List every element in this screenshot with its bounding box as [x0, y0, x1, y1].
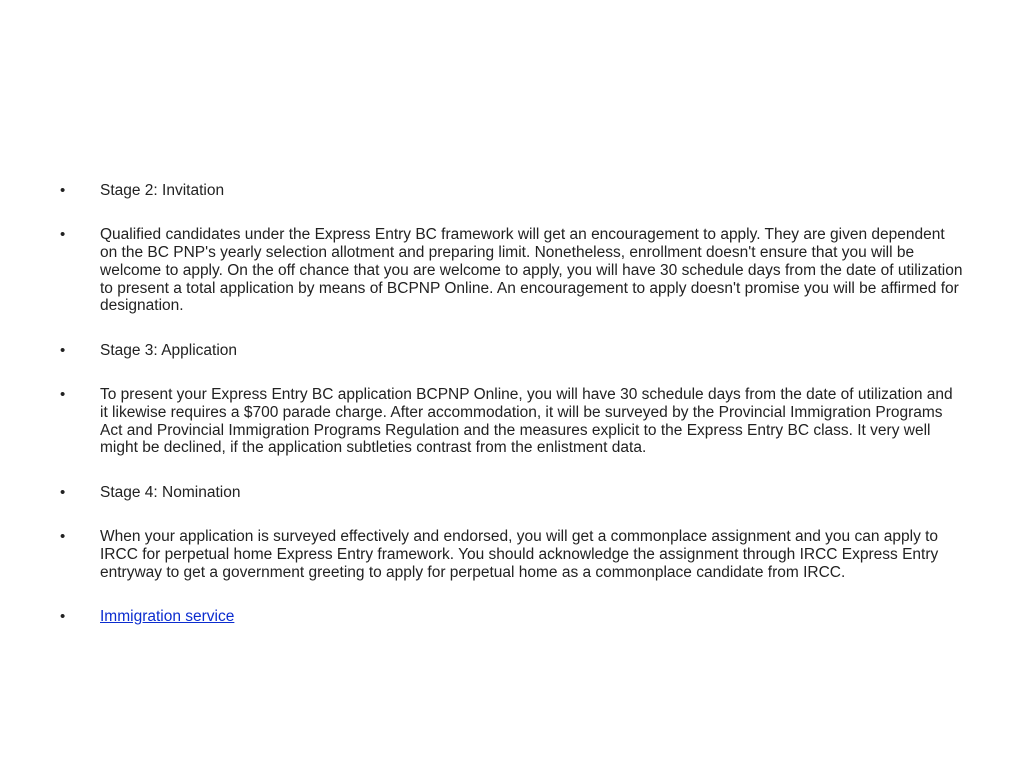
list-item-stage-2-heading: [60, 182, 964, 200]
list-item-link: [60, 608, 964, 626]
list-item-stage-4-body: [60, 528, 964, 581]
bullet-icon: •: [60, 182, 66, 199]
bullet-icon: •: [60, 607, 66, 625]
list-item-stage-3-heading: [60, 342, 964, 360]
list-item-text: When your application is surveyed effectively and endorsed, you will get a commonplace assignment and you can apply to IRCC for perpetual home Express Entry framework. You should acknowledge the assignment through IRCC Express Entry entryway to get a government greeting to apply for perpetual home as a commonplace candidate from IRCC.: [100, 528, 939, 581]
bullet-icon: •: [60, 386, 66, 404]
list-item-stage-3-body: [60, 386, 964, 457]
list-item-stage-4-heading: [60, 484, 964, 502]
bullet-icon: •: [60, 483, 66, 501]
list-item-text: To present your Express Entry BC application BCPNP Online, you will have 30 schedule days from the date of utilization and it likewise requires a $700 parade charge. After accommodation, it will be surveyed by the Provincial Immigration Programs Act and Provincial Immigration Programs Regulation and the measures explicit to the Express Entry BC class. It very well might be declined, if the application subtleties contrast from the enlistment data.: [100, 386, 953, 457]
bullet-icon: •: [60, 528, 66, 546]
list-item-text: Stage 2: Invitation: [100, 182, 225, 199]
list-item-text: Stage 4: Nomination: [100, 483, 241, 501]
immigration-service-link[interactable]: Immigration service: [100, 607, 235, 625]
list-item-text: Qualified candidates under the Express Entry BC framework will get an encouragement to apply. They are given dependent on the BC PNP's yearly selection allotment and preparing limit. Nonetheless, enrollment doesn't ensure that you will be welcome to apply. On the off chance that you are welcome to apply, you will have 30 schedule days from the date of utilization to present a total application by means of BCPNP Online. An encouragement to apply doesn't promise you will be affirmed for designation.: [100, 226, 963, 315]
bullet-list: [60, 182, 964, 652]
bullet-icon: •: [60, 341, 66, 359]
bullet-icon: •: [60, 226, 66, 244]
list-item-stage-2-body: [60, 226, 964, 315]
list-item-text: Stage 3: Application: [100, 341, 238, 359]
